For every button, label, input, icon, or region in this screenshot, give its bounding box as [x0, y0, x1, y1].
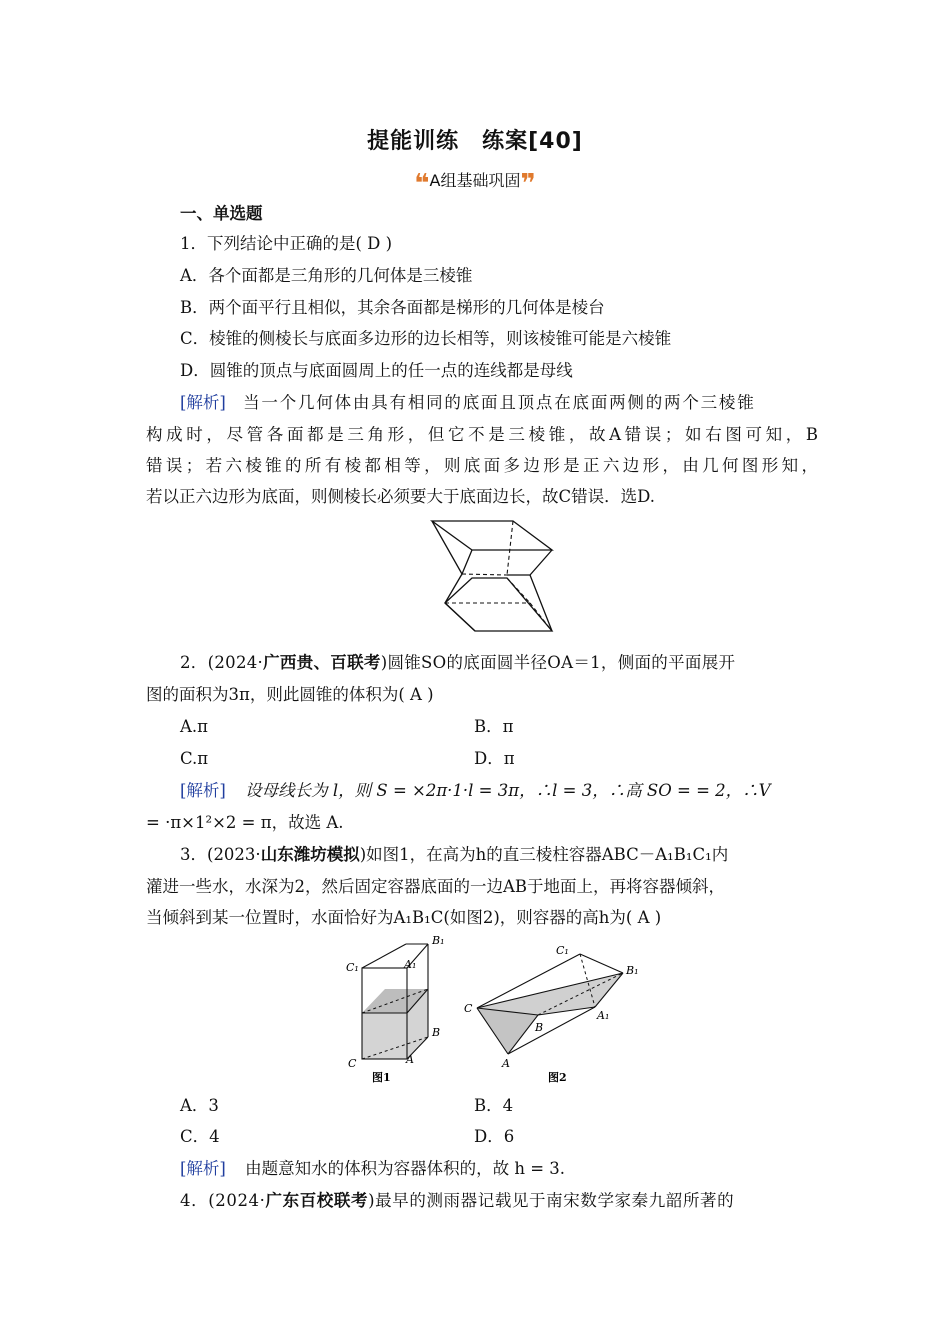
q2-stem-line1: 2．(2024·广西贵、百联考)圆锥SO的底面圆半径OA＝1，侧面的平面展开	[180, 653, 736, 672]
q1-option-c: C．棱锥的侧棱长与底面多边形的边长相等，则该棱锥可能是六棱锥	[180, 329, 672, 348]
label-a1: A₁	[597, 1009, 610, 1022]
q1-analysis-line2: 构成时，尽管各面都是三角形，但它不是三棱锥，故A错误；如右图可知，B	[146, 425, 818, 444]
group-heading	[0, 168, 950, 199]
q4-source: 广东百校联考	[265, 1191, 369, 1210]
figure-1	[346, 936, 445, 1084]
q3-option-d: D．6	[474, 1127, 515, 1146]
analysis-tag: [解析]	[180, 1159, 226, 1178]
section-heading: 一、单选题	[180, 204, 263, 223]
q2-source: 广西贵、百联考	[263, 653, 381, 672]
label-a: A	[502, 1057, 510, 1070]
q1-option-b: B．两个面平行且相似，其余各面都是梯形的几何体是棱台	[180, 298, 605, 317]
q2-stem-line2: 图的面积为3π，则此圆锥的体积为( A )	[146, 685, 434, 704]
q3-figures	[340, 936, 650, 1086]
q2-analysis-line1: [解析] 设母线长为 l，则 S = ×2π·1·l = 3π，∴l = 3，∴高 SO = = 2，∴V	[180, 781, 771, 800]
fig1-caption: 图1	[372, 1071, 391, 1084]
q3-option-a: A．3	[180, 1096, 219, 1115]
q3-source: 山东潍坊模拟	[260, 845, 360, 864]
q1-analysis-line4: 若以正六边形为底面，则侧棱长必须要大于底面边长，故C错误．选D.	[146, 487, 656, 506]
label-c1: C₁	[556, 944, 569, 957]
q3-stem-line2: 灌进一些水，水深为2，然后固定容器底面的一边AB于地面上，再将容器倾斜，	[146, 877, 726, 896]
q1-option-d: D．圆锥的顶点与底面圆周上的任一点的连线都是母线	[180, 361, 573, 380]
q3-stem-line3: 当倾斜到某一位置时，水面恰好为A₁B₁C(如图2)，则容器的高h为( A )	[146, 908, 662, 927]
top-face	[432, 521, 552, 550]
figure-2	[464, 944, 639, 1084]
q2-option-a: A.π	[180, 717, 209, 736]
label-c: C	[348, 1057, 357, 1070]
q1-analysis-line1: [解析] 当一个几何体由具有相同的底面且顶点在底面两侧的两个三棱锥	[180, 393, 756, 412]
label-a1: A₁	[404, 958, 417, 971]
label-c1: C₁	[346, 961, 359, 974]
group-heading-text: A组基础巩固	[429, 171, 521, 190]
label-a: A	[406, 1053, 414, 1066]
q1-analysis-line3: 错误；若六棱锥的所有棱都相等，则底面多边形是正六边形，由几何图形知，	[146, 456, 818, 475]
q3-stem-line1: 3．(2023·山东潍坊模拟)如图1，在高为h的直三棱柱容器ABC－A₁B₁C₁内	[180, 845, 729, 864]
q2-option-b: B．π	[474, 717, 514, 736]
q1-option-a: A．各个面都是三角形的几何体是三棱锥	[180, 266, 473, 285]
q3-analysis: [解析] 由题意知水的体积为容器体积的，故 h = 3.	[180, 1159, 566, 1178]
q2-option-c: C.π	[180, 749, 209, 768]
q2-option-d: D．π	[474, 749, 515, 768]
open-quote-icon: ❝	[414, 169, 430, 199]
label-b1: B₁	[626, 964, 639, 977]
fig2-caption: 图2	[548, 1071, 567, 1084]
q3-option-b: B．4	[474, 1096, 514, 1115]
q3-option-c: C．4	[180, 1127, 220, 1146]
close-quote-icon: ❞	[520, 169, 536, 199]
label-b: B	[535, 1021, 544, 1034]
analysis-tag: [解析]	[180, 393, 226, 412]
label-b: B	[432, 1026, 441, 1039]
q1-figure	[425, 518, 560, 640]
q1-stem: 1．下列结论中正确的是( D )	[180, 234, 393, 253]
label-b1: B₁	[432, 936, 445, 947]
label-c: C	[464, 1002, 473, 1015]
q2-analysis-line2: = ·π×1²×2 = π，故选 A.	[146, 813, 344, 832]
analysis-tag: [解析]	[180, 781, 226, 800]
page-title: 提能训练 练案[40]	[367, 129, 583, 154]
q4-stem-line1: 4．(2024·广东百校联考)最早的测雨器记载见于南宋数学家秦九韶所著的	[180, 1191, 735, 1210]
